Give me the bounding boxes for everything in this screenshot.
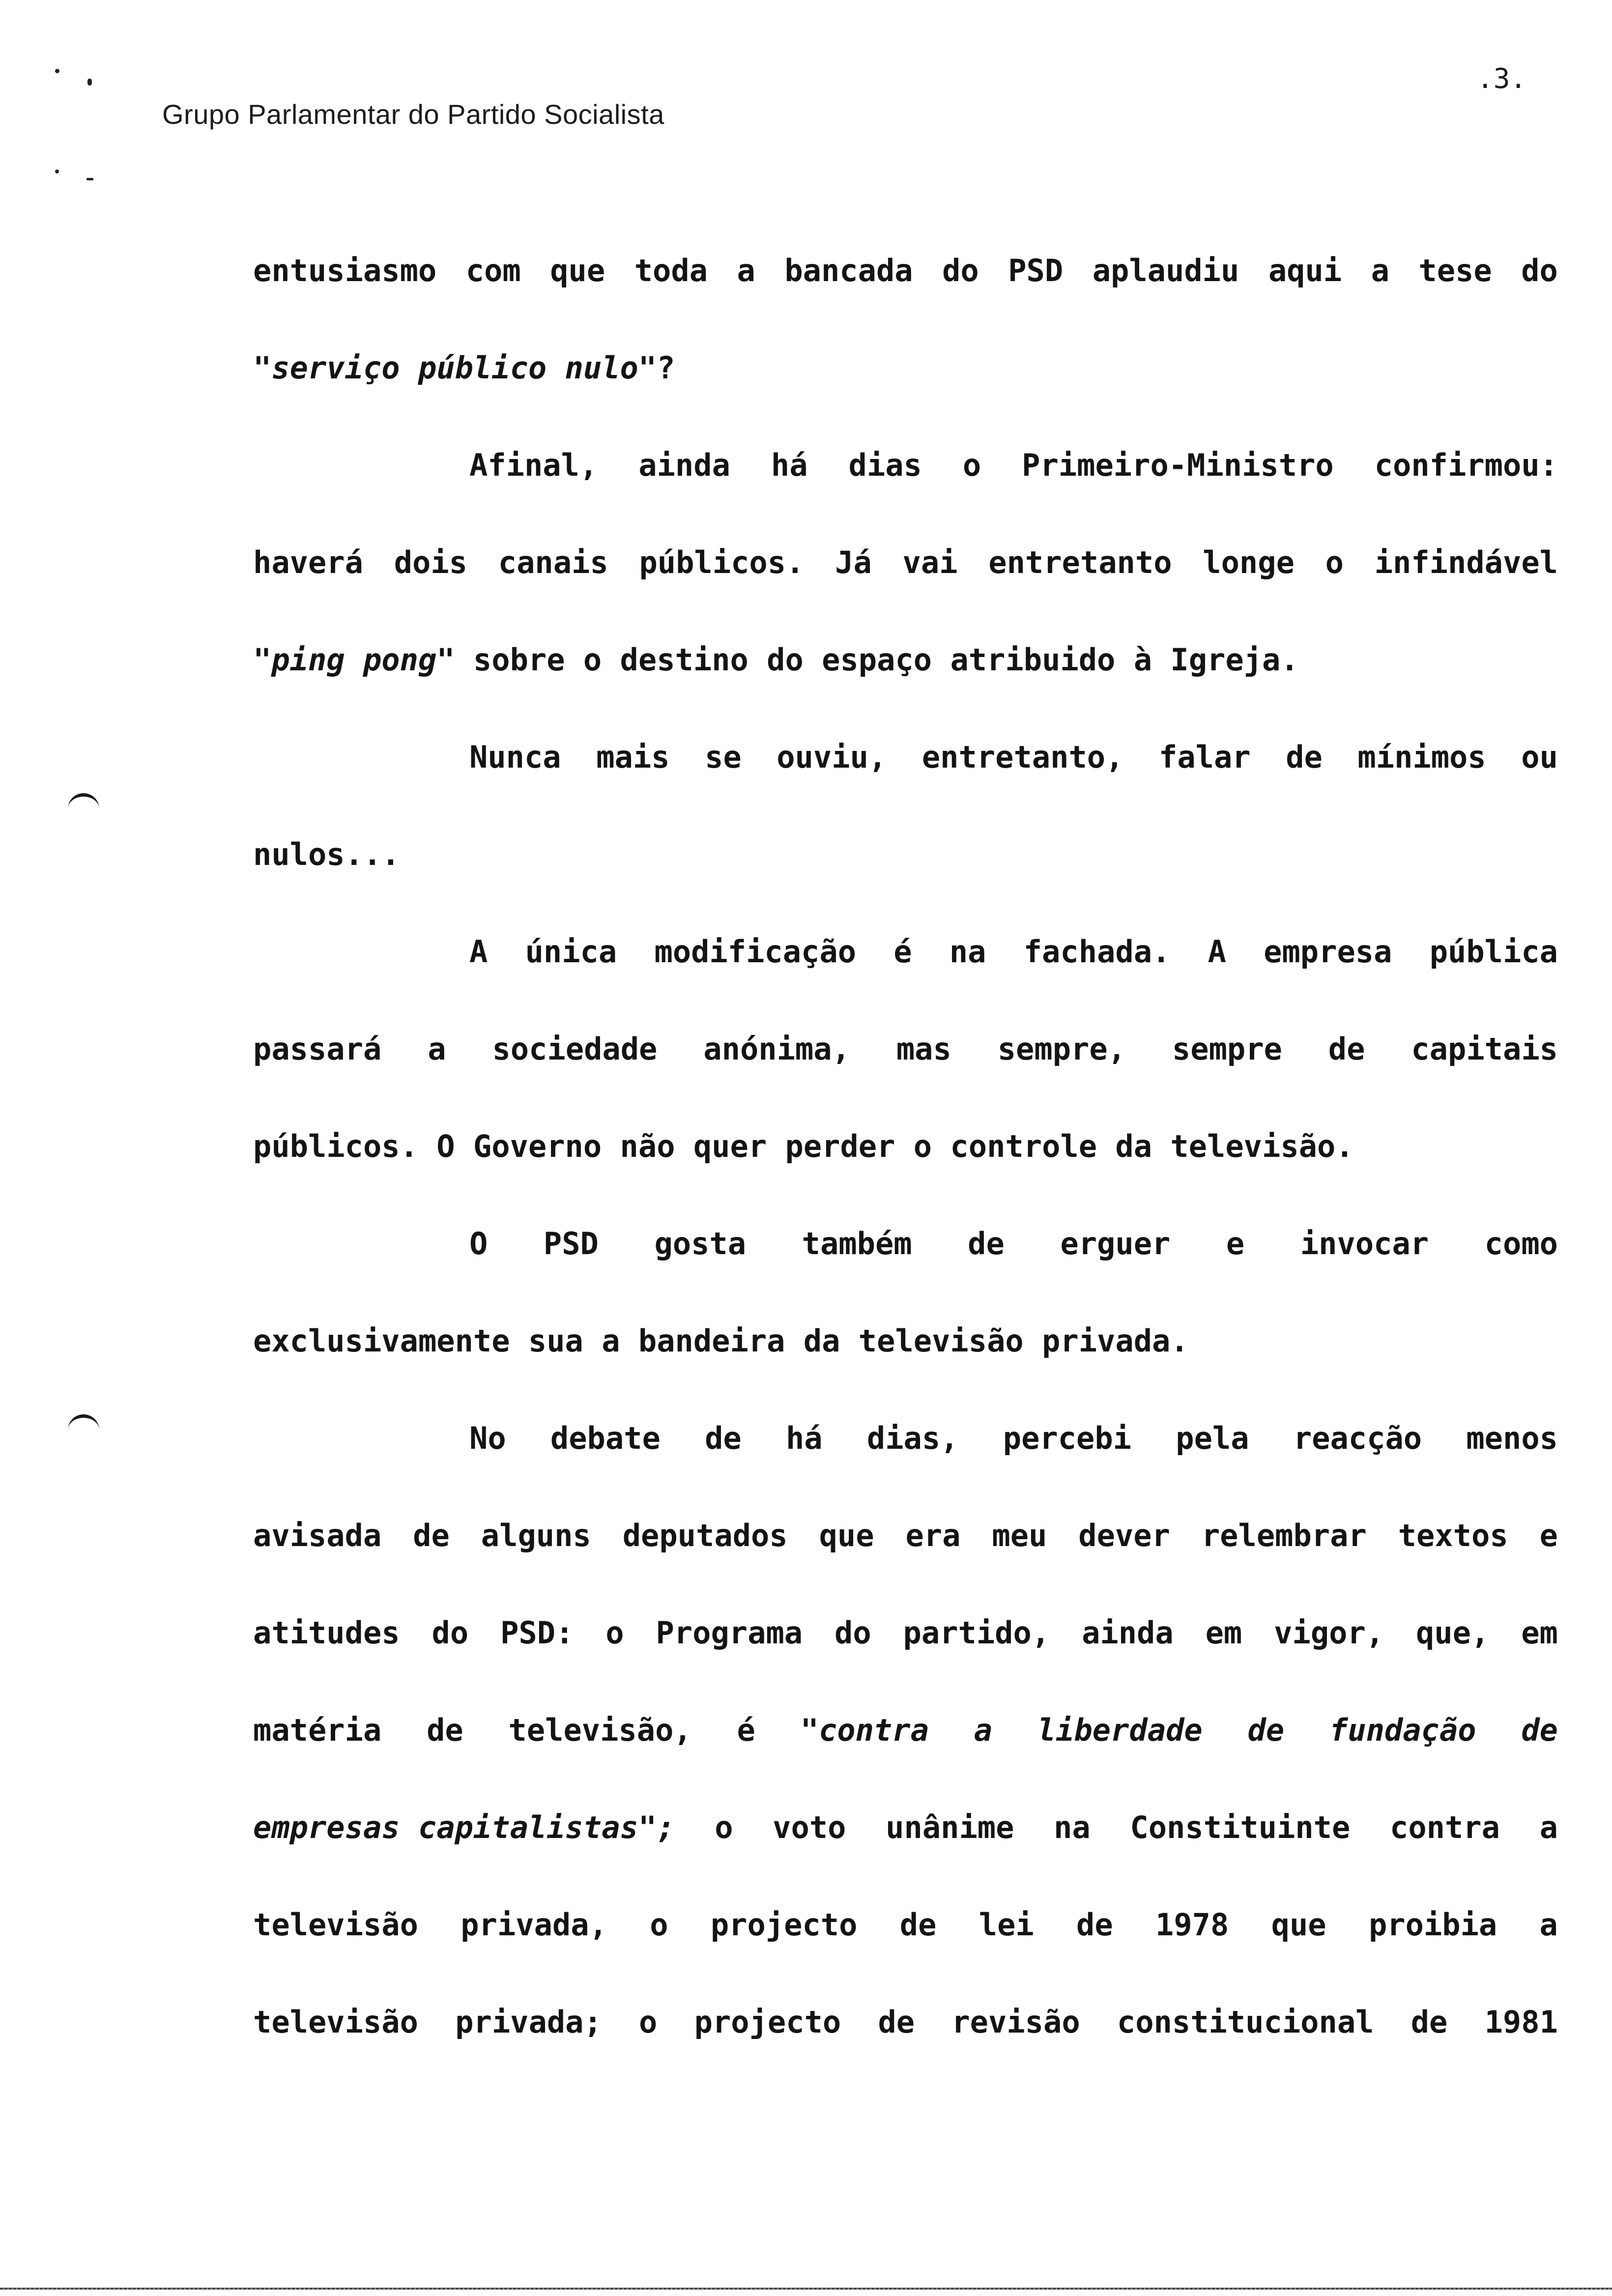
word: matéria bbox=[253, 1712, 382, 1748]
page-number: .3. bbox=[1477, 63, 1527, 95]
word: deputados bbox=[622, 1518, 788, 1553]
word: infindável bbox=[1374, 545, 1558, 580]
word: o bbox=[639, 2004, 658, 2040]
word: Constituinte bbox=[1130, 1809, 1351, 1845]
word: na bbox=[1054, 1809, 1091, 1845]
word: televisão bbox=[253, 1907, 418, 1943]
word: em bbox=[1205, 1615, 1242, 1651]
page-bottom-edge bbox=[0, 2288, 1612, 2290]
word: vai bbox=[902, 545, 958, 580]
word: o bbox=[962, 447, 981, 483]
word: de bbox=[968, 1226, 1005, 1262]
word: de bbox=[427, 1712, 463, 1748]
word: Afinal, bbox=[469, 447, 598, 483]
word: 1981 bbox=[1484, 2004, 1558, 2040]
word: a bbox=[428, 1031, 446, 1067]
text-line bbox=[253, 253, 1558, 288]
word: entretanto, bbox=[921, 739, 1124, 775]
word: o bbox=[715, 1809, 733, 1845]
word: privada, bbox=[461, 1907, 607, 1943]
scan-dot bbox=[87, 79, 92, 86]
word: Primeiro-Ministro bbox=[1022, 447, 1334, 483]
word: se bbox=[705, 739, 742, 775]
text-line bbox=[253, 1615, 1558, 1651]
text-line bbox=[253, 1323, 1558, 1359]
text-line bbox=[253, 1128, 1558, 1164]
text-line bbox=[253, 2004, 1558, 2040]
word: como bbox=[1484, 1226, 1558, 1262]
text-line bbox=[253, 1518, 1558, 1553]
text-run: sobre o destino do espaço atribuido à Igreja. bbox=[455, 642, 1299, 678]
word: sociedade bbox=[492, 1031, 658, 1067]
word: unânime bbox=[886, 1809, 1014, 1845]
word: "contra bbox=[800, 1712, 929, 1748]
word: falar bbox=[1159, 739, 1251, 775]
word: lei bbox=[979, 1907, 1034, 1943]
word: na bbox=[949, 934, 986, 970]
word: que bbox=[819, 1518, 874, 1553]
word: 1978 bbox=[1155, 1907, 1229, 1943]
word: Nunca bbox=[469, 739, 561, 775]
word: mas bbox=[896, 1031, 951, 1067]
word: fundação bbox=[1329, 1712, 1476, 1748]
word: PSD: bbox=[500, 1615, 574, 1651]
word: PSD bbox=[1008, 253, 1064, 288]
word: o bbox=[650, 1907, 668, 1943]
word: do bbox=[835, 1615, 871, 1651]
word: do bbox=[942, 253, 979, 288]
word: de bbox=[899, 1907, 937, 1943]
scan-dot bbox=[55, 69, 59, 73]
word: há bbox=[785, 1420, 823, 1456]
word: do bbox=[432, 1615, 469, 1651]
word: empresas capitalistas"; bbox=[253, 1809, 675, 1845]
word: Programa bbox=[656, 1615, 803, 1651]
word: dois bbox=[394, 545, 468, 580]
word: de bbox=[1410, 2004, 1448, 2040]
word: fachada. bbox=[1023, 934, 1171, 970]
scan-dot bbox=[55, 170, 59, 173]
word: modificação bbox=[654, 934, 857, 970]
word: de bbox=[705, 1420, 742, 1456]
word: aplaudiu bbox=[1092, 253, 1239, 288]
word: públicos. bbox=[639, 545, 805, 580]
word: meu bbox=[992, 1518, 1047, 1553]
word: passará bbox=[253, 1031, 382, 1067]
word: de bbox=[1247, 1712, 1285, 1748]
word: tese bbox=[1418, 253, 1492, 288]
word: avisada bbox=[253, 1518, 382, 1553]
word: a bbox=[1539, 1809, 1558, 1845]
word: constitucional bbox=[1117, 2004, 1374, 2040]
text-line bbox=[253, 547, 1558, 578]
word: menos bbox=[1466, 1420, 1558, 1456]
word: entusiasmo bbox=[253, 253, 437, 288]
word: A bbox=[469, 934, 488, 970]
word: A bbox=[1208, 934, 1226, 970]
word: capitais bbox=[1411, 1031, 1558, 1067]
text-line bbox=[469, 739, 1558, 775]
word: em bbox=[1521, 1615, 1558, 1651]
word: e bbox=[1539, 1518, 1558, 1553]
word: No bbox=[469, 1420, 506, 1456]
scan-dot bbox=[86, 178, 93, 180]
word: gosta bbox=[654, 1226, 747, 1262]
word: revisão bbox=[951, 2004, 1080, 2040]
word: haverá bbox=[253, 545, 363, 580]
word: dias bbox=[848, 447, 922, 483]
word: vigor, bbox=[1274, 1615, 1384, 1651]
word: relembrar bbox=[1201, 1518, 1367, 1553]
word: ou bbox=[1521, 739, 1558, 775]
text-line bbox=[253, 642, 1558, 678]
word: liberdade bbox=[1037, 1712, 1203, 1748]
text-run: públicos. O Governo não quer perder o controle da televisão. bbox=[253, 1128, 1354, 1164]
word: com bbox=[465, 253, 521, 288]
word: atitudes bbox=[253, 1615, 400, 1651]
word: textos bbox=[1398, 1518, 1508, 1553]
word: do bbox=[1521, 253, 1558, 288]
word: projecto bbox=[694, 2004, 841, 2040]
word: privada; bbox=[455, 2004, 602, 2040]
word: partido, bbox=[903, 1615, 1050, 1651]
word: projecto bbox=[710, 1907, 858, 1943]
word: erguer bbox=[1060, 1226, 1171, 1262]
text-run: ? bbox=[657, 350, 675, 386]
text-line bbox=[469, 1226, 1558, 1262]
word: proibia bbox=[1368, 1907, 1497, 1943]
word: televisão bbox=[253, 2004, 418, 2040]
word: ainda bbox=[638, 447, 730, 483]
word: o bbox=[1325, 545, 1344, 580]
word: televisão, bbox=[508, 1712, 692, 1748]
word: anónima, bbox=[703, 1031, 850, 1067]
word: O bbox=[469, 1226, 488, 1262]
binder-hole-mark bbox=[68, 793, 99, 816]
word: é bbox=[893, 934, 912, 970]
word: de bbox=[1076, 1907, 1113, 1943]
letterhead: Grupo Parlamentar do Partido Socialista bbox=[162, 99, 664, 130]
word: que, bbox=[1416, 1615, 1490, 1651]
word: confirmou: bbox=[1374, 447, 1558, 483]
word: contra bbox=[1390, 1809, 1500, 1845]
word: de bbox=[1286, 739, 1323, 775]
word: que bbox=[1271, 1907, 1326, 1943]
word: toda bbox=[634, 253, 708, 288]
word: pública bbox=[1429, 934, 1558, 970]
text-run: "ping pong" bbox=[253, 642, 455, 678]
word: única bbox=[525, 934, 617, 970]
word: de bbox=[413, 1518, 450, 1553]
text-line bbox=[253, 1907, 1558, 1943]
word: invocar bbox=[1300, 1226, 1429, 1262]
word: a bbox=[1539, 1907, 1558, 1943]
word: bancada bbox=[784, 253, 913, 288]
word: canais bbox=[498, 545, 608, 580]
word: e bbox=[1226, 1226, 1245, 1262]
text-run: nulos... bbox=[253, 836, 400, 872]
text-line bbox=[253, 836, 1558, 872]
word: dever bbox=[1078, 1518, 1170, 1553]
word: a bbox=[1371, 253, 1389, 288]
word: é bbox=[737, 1712, 755, 1748]
word: empresa bbox=[1264, 934, 1392, 970]
text-line bbox=[469, 934, 1558, 970]
text-run: "serviço público nulo" bbox=[253, 350, 657, 386]
word: ouviu, bbox=[777, 739, 887, 775]
word: alguns bbox=[481, 1518, 591, 1553]
word: PSD bbox=[543, 1226, 599, 1262]
text-line bbox=[469, 447, 1558, 483]
word: sempre bbox=[1172, 1031, 1282, 1067]
word: Já bbox=[835, 545, 872, 580]
word: a bbox=[737, 253, 755, 288]
word: entretanto bbox=[988, 545, 1172, 580]
word: voto bbox=[773, 1809, 846, 1845]
word: reacção bbox=[1293, 1420, 1422, 1456]
word: de bbox=[1328, 1031, 1365, 1067]
binder-hole-mark bbox=[68, 1414, 99, 1437]
word: era bbox=[905, 1518, 961, 1553]
word: que bbox=[550, 253, 605, 288]
word: mais bbox=[596, 739, 670, 775]
text-line bbox=[253, 350, 1558, 386]
word: percebi bbox=[1003, 1420, 1132, 1456]
word: também bbox=[802, 1226, 912, 1262]
text-line bbox=[253, 1712, 1558, 1748]
word: longe bbox=[1203, 545, 1295, 580]
word: dias, bbox=[866, 1420, 959, 1456]
word: há bbox=[771, 447, 808, 483]
text-run: exclusivamente sua a bandeira da televisão privada. bbox=[253, 1323, 1189, 1359]
word: de bbox=[878, 2004, 915, 2040]
word: debate bbox=[550, 1420, 661, 1456]
word: a bbox=[974, 1712, 993, 1748]
word: aqui bbox=[1268, 253, 1342, 288]
word: mínimos bbox=[1357, 739, 1486, 775]
word: o bbox=[605, 1615, 624, 1651]
text-line bbox=[253, 1809, 1558, 1845]
word: de bbox=[1521, 1712, 1558, 1748]
word: pela bbox=[1176, 1420, 1249, 1456]
text-line bbox=[253, 1031, 1558, 1067]
word: ainda bbox=[1082, 1615, 1174, 1651]
word: sempre, bbox=[997, 1031, 1126, 1067]
text-line bbox=[469, 1420, 1558, 1456]
